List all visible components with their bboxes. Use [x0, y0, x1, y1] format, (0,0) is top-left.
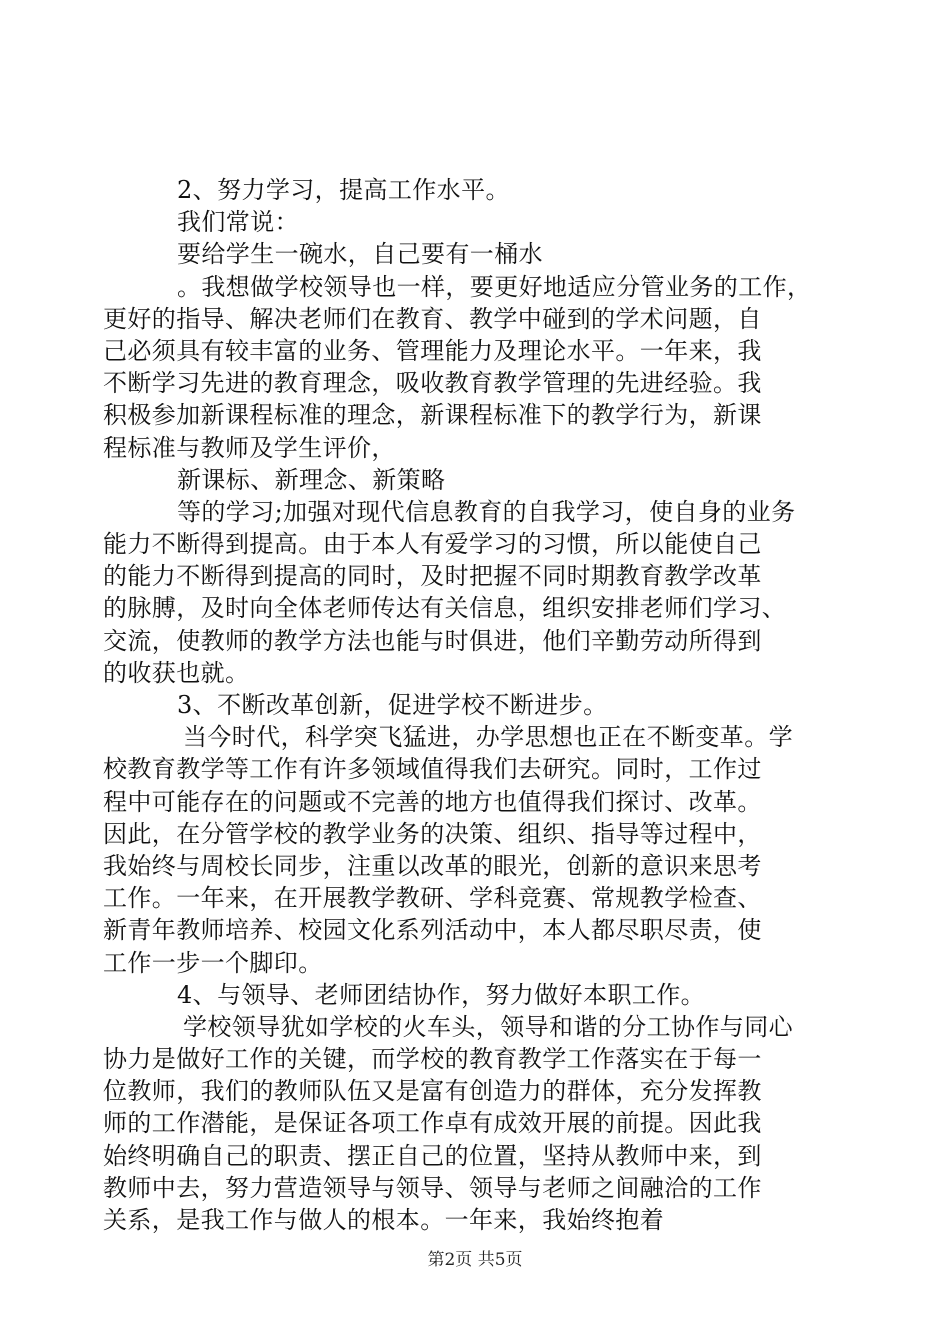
- text-line: 的脉膊，及时向全体老师传达有关信息，组织安排老师们学习、: [103, 594, 787, 623]
- text-line: 校教育教学等工作有许多领域值得我们去研究。同时，工作过: [103, 755, 762, 784]
- text-line: 等的学习;加强对现代信息教育的自我学习，使自身的业务: [177, 497, 796, 526]
- text-line: 新课标、新理念、新策略: [177, 465, 446, 494]
- text-line: 工作一步一个脚印。: [103, 948, 323, 977]
- text-line: 师的工作潜能，是保证各项工作卓有成效开展的前提。因此我: [103, 1109, 762, 1138]
- text-line: 我们常说：: [177, 208, 299, 237]
- text-line: 学校领导犹如学校的火车头，领导和谐的分工协作与同心: [183, 1012, 793, 1041]
- text-line: 积极参加新课程标准的理念，新课程标准下的教学行为，新课: [103, 401, 762, 430]
- text-line: 3、不断改革创新，促进学校不断进步。: [177, 691, 608, 719]
- text-line: 协力是做好工作的关键，而学校的教育教学工作落实在于每一: [103, 1045, 762, 1074]
- text-line: 4、与领导、老师团结协作，努力做好本职工作。: [177, 980, 706, 1009]
- text-line: 我始终与周校长同步，注重以改革的眼光，创新的意识来思考: [103, 851, 762, 880]
- text-line: 教师中去，努力营造领导与领导、领导与老师之间融洽的工作: [103, 1173, 762, 1202]
- text-line: 程标准与教师及学生评价，: [103, 433, 396, 462]
- text-line: 己必须具有较丰富的业务、管理能力及理论水平。一年来，我: [103, 336, 762, 365]
- text-line: 的收获也就。: [103, 658, 250, 687]
- text-line: 要给学生一碗水，自己要有一桶水: [177, 240, 543, 269]
- text-line: 关系，是我工作与做人的根本。一年来，我始终抱着: [103, 1206, 665, 1234]
- text-line: 始终明确自己的职责、摆正自己的位置，坚持从教师中来，到: [103, 1141, 762, 1170]
- text-line: 的能力不断得到提高的同时，及时把握不同时期教育教学改革: [103, 562, 762, 591]
- text-line: 因此，在分管学校的教学业务的决策、组织、指导等过程中，: [103, 819, 762, 848]
- document-body: [103, 174, 845, 1236]
- text-line: 程中可能存在的问题或不完善的地方也值得我们探讨、改革。: [103, 787, 762, 816]
- text-line: 不断学习先进的教育理念，吸收教育教学管理的先进经验。我: [103, 369, 762, 398]
- text-line: 工作。一年来，在开展教学教研、学科竞赛、常规教学检查、: [103, 884, 762, 913]
- text-line: 更好的指导、解决老师们在教育、教学中碰到的学术问题，自: [103, 304, 762, 333]
- text-line: 当今时代，科学突飞猛进，办学思想也正在不断变革。学: [183, 723, 793, 752]
- text-line: 新青年教师培养、校园文化系列活动中，本人都尽职尽责，使: [103, 916, 762, 945]
- text-line: 。我想做学校领导也一样，要更好地适应分管业务的工作，: [177, 272, 812, 301]
- text-line: 交流，使教师的教学方法也能与时俱进，他们辛勤劳动所得到: [103, 626, 762, 655]
- text-line: 位教师，我们的教师队伍又是富有创造力的群体，充分发挥教: [103, 1077, 762, 1106]
- text-line: 2、努力学习，提高工作水平。: [177, 176, 510, 204]
- page-footer: 第2页 共5页: [427, 1250, 523, 1270]
- text-line: 能力不断得到提高。由于本人有爱学习的习惯，所以能使自己: [103, 530, 762, 559]
